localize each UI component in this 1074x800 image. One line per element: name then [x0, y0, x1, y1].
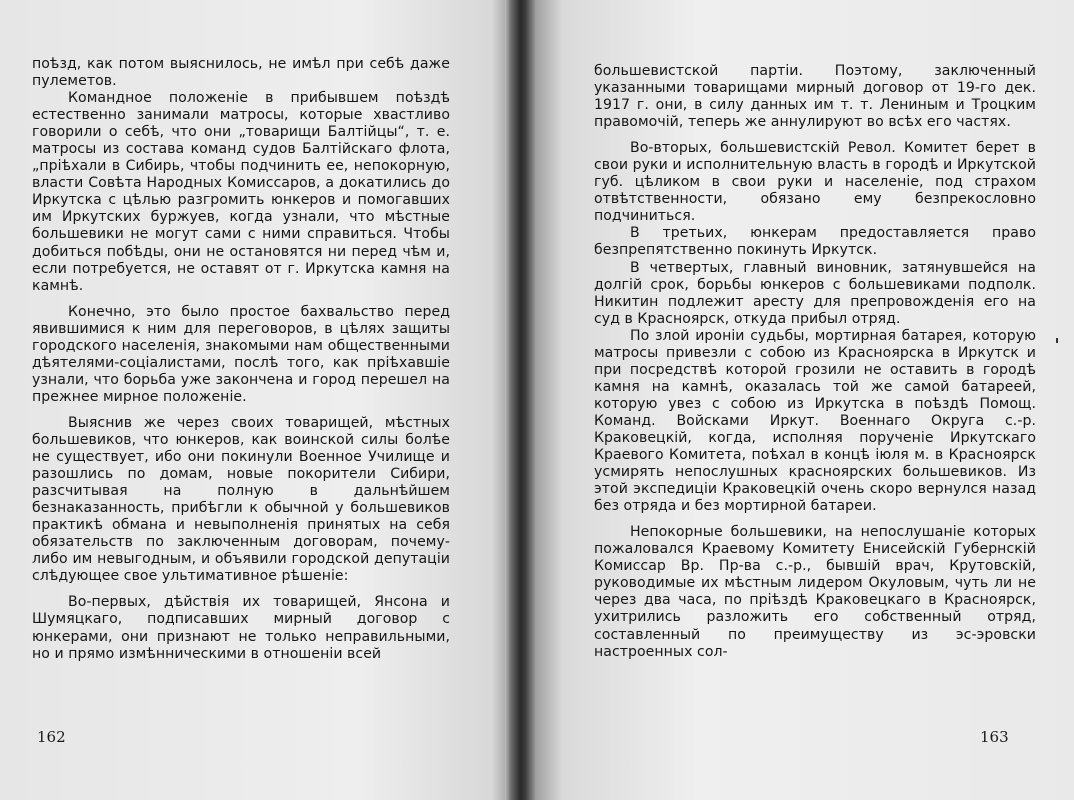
paragraph: поѣзд, как потом выяснилось, не имѣл при себѣ даже пулеметов.	[32, 56, 450, 90]
page-number: 163	[980, 728, 1009, 746]
book-gutter	[505, 0, 539, 800]
paragraph: большевистской партіи. Поэтому, заключенный указанными товарищами мирный договор от 19-го дек. 1917 г. они, в силу данных им т. т. Лениным и Троцким правомочій, теперь же аннулируют во всѣх его частях.	[594, 63, 1036, 131]
paragraph: Выяснив же через своих товарищей, мѣстных большевиков, что юнкеров, как воинской силы болѣе не существует, ибо они покинули Военное Училище и разошлись по домам, новые покорители Сибири, разсчитывая на полную в дальнѣйшем безнаказанность, прибѣгли к обычной у большевиков практикѣ обмана и невыполненія принятых на себя обязательств по заключенным договорам, почему-либо им невыгодным, и объявили городской депутаціи слѣдующее свое ультимативное рѣшеніе:	[32, 414, 450, 585]
paragraph: Во-первых, дѣйствія их товарищей, Янсона и Шумяцкаго, подписавших мирный договор с юнкерами, они признают не только неправильными, но и прямо измѣнническими в отношеніи всей	[32, 594, 450, 662]
left-page	[0, 0, 512, 800]
left-page-text	[32, 56, 450, 663]
paragraph: По злой ироніи судьбы, мортирная батарея, которую матросы привезли с собою из Красноярска в Иркутск и при посредствѣ которой грозили не оставить в городѣ камня на камнѣ, оказалась той же самой батареей, которую увез с собою из Иркутска в поѣздѣ Помощ. Команд. Войсками Иркут. Военнаго Округа с.-р. Краковецкій, когда, исполняя порученіе Иркутскаго Краевого Комитета, поѣхал в концѣ іюля м. в Красноярск усмирять непослушных красноярских большевиков. Из этой экспедиціи Краковецкій очень скоро вернулся назад без отряда и без мортирной батареи.	[594, 327, 1036, 515]
ink-speck	[1056, 338, 1058, 343]
paragraph: В третьих, юнкерам предоставляется право безпрепятственно покинуть Иркутск.	[594, 225, 1036, 259]
right-page-text	[594, 63, 1036, 661]
paragraph: В четвертых, главный виновник, затянувшейся на долгій срок, борьбы юнкеров с большевиками подполк. Никитин подлежит аресту для препровожденія его на суд в Красноярск, откуда прибыл отряд.	[594, 259, 1036, 327]
right-page	[536, 0, 1074, 800]
paragraph: Непокорные большевики, на непослушаніе которых пожаловался Краевому Комитету Енисейскій Губернскій Комиссар Вр. Пр-ва с.-р., бывшій врач, Крутовскій, руководимые их мѣстным лидером Окуловым, чуть ли не через два часа, по пріѣздѣ Краковецкаго в Красноярск, ухитрились разложить его собственный отряд, составленный по преимуществу из эс-эровски настроенных сол-	[594, 524, 1036, 660]
page-number: 162	[37, 728, 66, 746]
paragraph: Конечно, это было простое бахвальство перед явившимися к ним для переговоров, в цѣлях защиты городского населенія, знакомыми нам общественными дѣятелями-соціалистами, послѣ того, как пріѣхавшіе узнали, что борьба уже закончена и город перешел на прежнее мирное положеніе.	[32, 303, 450, 405]
paragraph: Во-вторых, большевистскій Револ. Комитет берет в свои руки и исполнительную власть в городѣ и Иркутской губ. цѣликом в свои руки и населеніе, под страхом отвѣтственности, обязано ему безпрекословно подчиниться.	[594, 140, 1036, 225]
paragraph: Командное положеніе в прибывшем поѣздѣ естественно занимали матросы, которые хвастливо говорили о себѣ, что они „товарищи Балтійцы“, т. е. матросы из состава команд судов Балтійскаго флота, „пріѣхали в Сибирь, чтобы подчинить ее, непокорную, власти Совѣта Народных Комиссаров, а докатились до Иркутска с цѣлью разгромить юнкеров и помогавших им Иркутских буржуев, когда узнали, что мѣстные большевики не могут сами с ними справиться. Чтобы добиться побѣды, они не остановятся ни перед чѣм и, если потребуется, не оставят от г. Иркутска камня на камнѣ.	[32, 90, 450, 294]
